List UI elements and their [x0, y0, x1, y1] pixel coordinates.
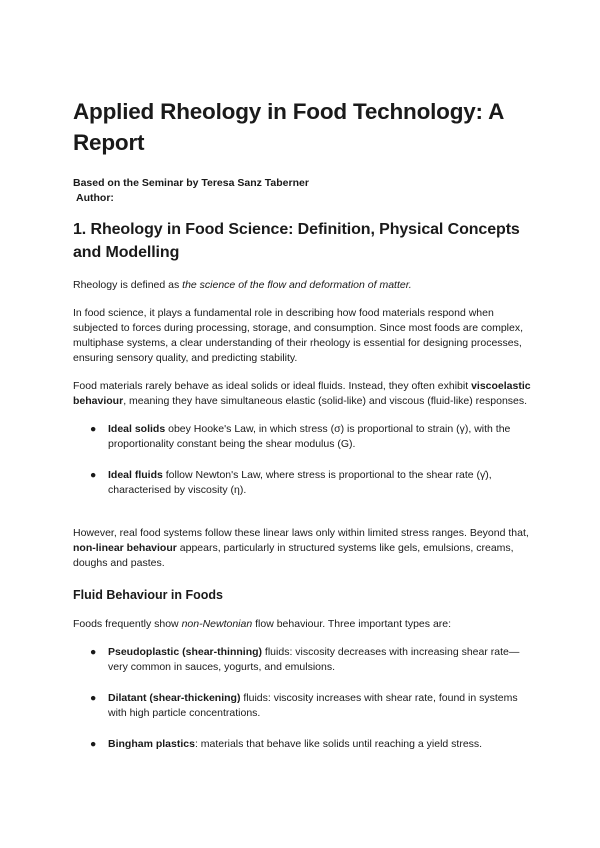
bullet-icon: ●	[90, 469, 97, 481]
list-item	[73, 737, 533, 752]
fluid-types-list	[73, 645, 533, 752]
bullet-icon: ●	[90, 738, 97, 750]
nonlinear-text-post: appears, particularly in structured systems like gels, emulsions, creams, doughs and pastes.	[73, 542, 514, 569]
fluid-behaviour-heading: Fluid Behaviour in Foods	[73, 588, 223, 602]
list-item-text: fluids: viscosity decreases with increasing shear rate—very common in sauces, yogurts, and emulsions.	[108, 646, 520, 673]
list-item	[73, 645, 533, 675]
fluid-intro-post: flow behaviour. Three important types are:	[252, 618, 452, 630]
document-subtitle	[73, 176, 533, 206]
list-item	[73, 691, 533, 721]
bullet-icon: ●	[90, 646, 97, 658]
viscoelastic-bold: viscoelastic behaviour	[73, 380, 531, 407]
nonlinear-paragraph	[73, 526, 533, 571]
list-item-text: fluids: viscosity increases with shear rate, found in systems with high particle concentrations.	[108, 692, 518, 719]
list-item	[73, 468, 533, 498]
list-item-text: : materials that behave like solids until reaching a yield stress.	[194, 738, 483, 750]
list-item-term: Ideal solids	[108, 423, 166, 435]
fluid-intro-paragraph	[73, 617, 533, 632]
list-item-term: Bingham plastics	[108, 738, 195, 750]
list-item-text: obey Hooke's Law, in which stress (σ) is proportional to strain (γ), with the proportionality constant being the shear modulus (G).	[108, 423, 511, 450]
viscoelastic-paragraph	[73, 379, 533, 409]
nonlinear-text-pre: However, real food systems follow these linear laws only within limited stress ranges. Beyond that,	[73, 527, 529, 539]
food-science-paragraph: In food science, it plays a fundamental role in describing how food materials respond when subjected to forces during processing, storage, and consumption. Since most foods are complex, multiphase systems, a clear understanding of their rheology is essential for designing processes, ensuring sensory quality, and predicting stability.	[73, 307, 523, 364]
list-item-text: follow Newton's Law, where stress is proportional to the shear rate (γ̇), characterised by viscosity (η).	[108, 469, 492, 496]
viscoelastic-text-post: , meaning they have simultaneous elastic (solid-like) and viscous (fluid-like) responses.	[123, 395, 528, 407]
bullet-icon: ●	[90, 692, 97, 704]
seminar-credit: Based on the Seminar by Teresa Sanz Taberner	[73, 177, 309, 189]
definition-text: Rheology is defined as	[73, 279, 183, 291]
list-item-term: Pseudoplastic (shear-thinning)	[108, 646, 263, 658]
author-label: Author:	[76, 192, 114, 204]
definition-italic: the science of the flow and deformation of matter.	[182, 279, 412, 291]
fluid-intro-italic: non-Newtonian	[181, 618, 253, 630]
document-title: Applied Rheology in Food Technology: A Report	[73, 99, 504, 155]
fluid-intro-pre: Foods frequently show	[73, 618, 182, 630]
ideal-materials-list	[73, 422, 533, 498]
document-body	[73, 96, 533, 752]
section-1-heading: 1. Rheology in Food Science: Definition, Physical Concepts and Modelling	[73, 221, 520, 261]
viscoelastic-text-pre: Food materials rarely behave as ideal solids or ideal fluids. Instead, they often exhibit	[73, 380, 472, 392]
nonlinear-bold: non-linear behaviour	[73, 542, 177, 554]
list-item-term: Dilatant (shear-thickening)	[108, 692, 241, 704]
list-item-term: Ideal fluids	[108, 469, 163, 481]
list-item	[73, 422, 533, 452]
bullet-icon: ●	[90, 423, 97, 435]
definition-paragraph	[73, 278, 533, 293]
